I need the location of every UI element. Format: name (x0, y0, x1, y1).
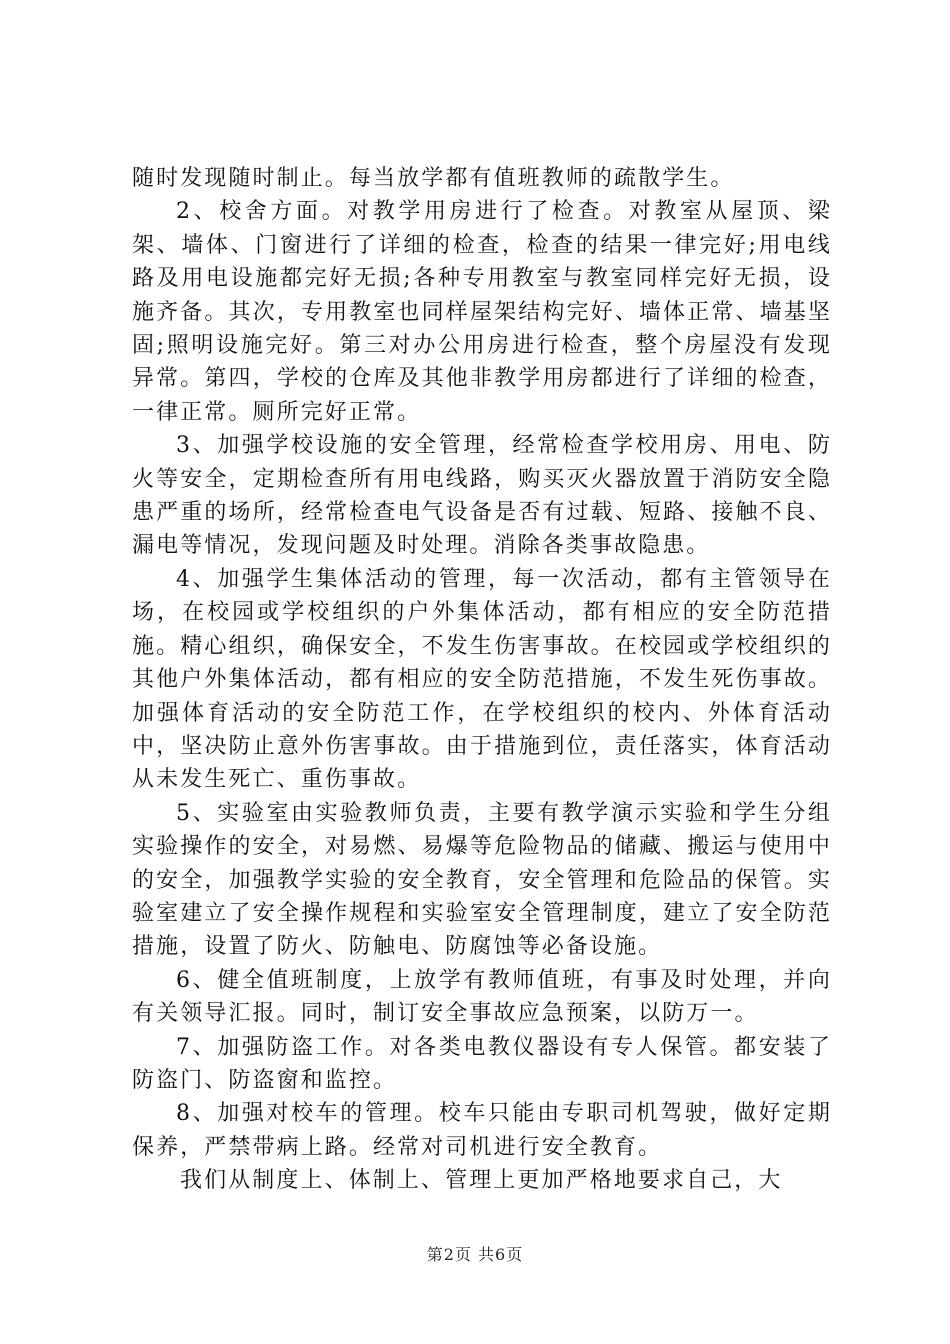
paragraph-item-5: 5、实验室由实验教师负责，主要有教学演示实验和学生分组实验操作的安全，对易燃、易爆等危险物品的储藏、搬运与使用中的安全，加强教学实验的安全教育，安全管理和危险品的保管。实验室建立了安全操作规程和实验室安全管理制度，建立了安全防范措施，设置了防火、防触电、防腐蚀等必备设施。 (132, 800, 832, 960)
paragraph-item-4: 4、加强学生集体活动的管理，每一次活动，都有主管领导在场，在校园或学校组织的户外集体活动，都有相应的安全防范措施。精心组织，确保安全，不发生伤害事故。在校园或学校组织的其他户外集体活动，都有相应的安全防范措施，不发生死伤事故。加强体育活动的安全防范工作，在学校组织的校内、外体育活动中，坚决防止意外伤害事故。由于措施到位，责任落实，体育活动从未发生死亡、重伤事故。 (132, 566, 832, 793)
paragraph-continuation: 随时发现随时制止。每当放学都有值班教师的疏散学生。 (132, 166, 735, 191)
paragraph-item-6: 6、健全值班制度，上放学有教师值班，有事及时处理，并向有关领导汇报。同时，制订安全事故应急预案，以防万一。 (132, 967, 832, 1027)
paragraph-closing: 我们从制度上、体制上、管理上更加严格地要求自己，大 (180, 1168, 783, 1194)
page-number-footer: 第2页 共6页 (426, 1245, 524, 1264)
paragraph-item-8: 8、加强对校车的管理。校车只能由专职司机驾驶，做好定期保养，严禁带病上路。经常对司机进行安全教育。 (132, 1101, 832, 1160)
document-body (132, 162, 832, 1198)
paragraph-item-2: 2、校舍方面。对教学用房进行了检查。对教室从屋顶、梁架、墙体、门窗进行了详细的检查，检查的结果一律完好;用电线路及用电设施都完好无损;各种专用教室与教室同样完好无损，设施齐备。其次，专用教室也同样屋架结构完好、墙体正常、墙基坚固;照明设施完好。第三对办公用房进行检查，整个房屋没有发现异常。第四，学校的仓库及其他非教学用房都进行了详细的检查，一律正常。厕所完好正常。 (132, 199, 832, 425)
paragraph-item-7: 7、加强防盗工作。对各类电教仪器设有专人保管。都安装了防盗门、防盗窗和监控。 (132, 1034, 832, 1093)
paragraph-item-3: 3、加强学校设施的安全管理，经常检查学校用房、用电、防火等安全，定期检查所有用电线路，购买灭火器放置于消防安全隐患严重的场所，经常检查电气设备是否有过载、短路、接触不良、漏电等情况，发现问题及时处理。消除各类事故隐患。 (132, 433, 832, 559)
